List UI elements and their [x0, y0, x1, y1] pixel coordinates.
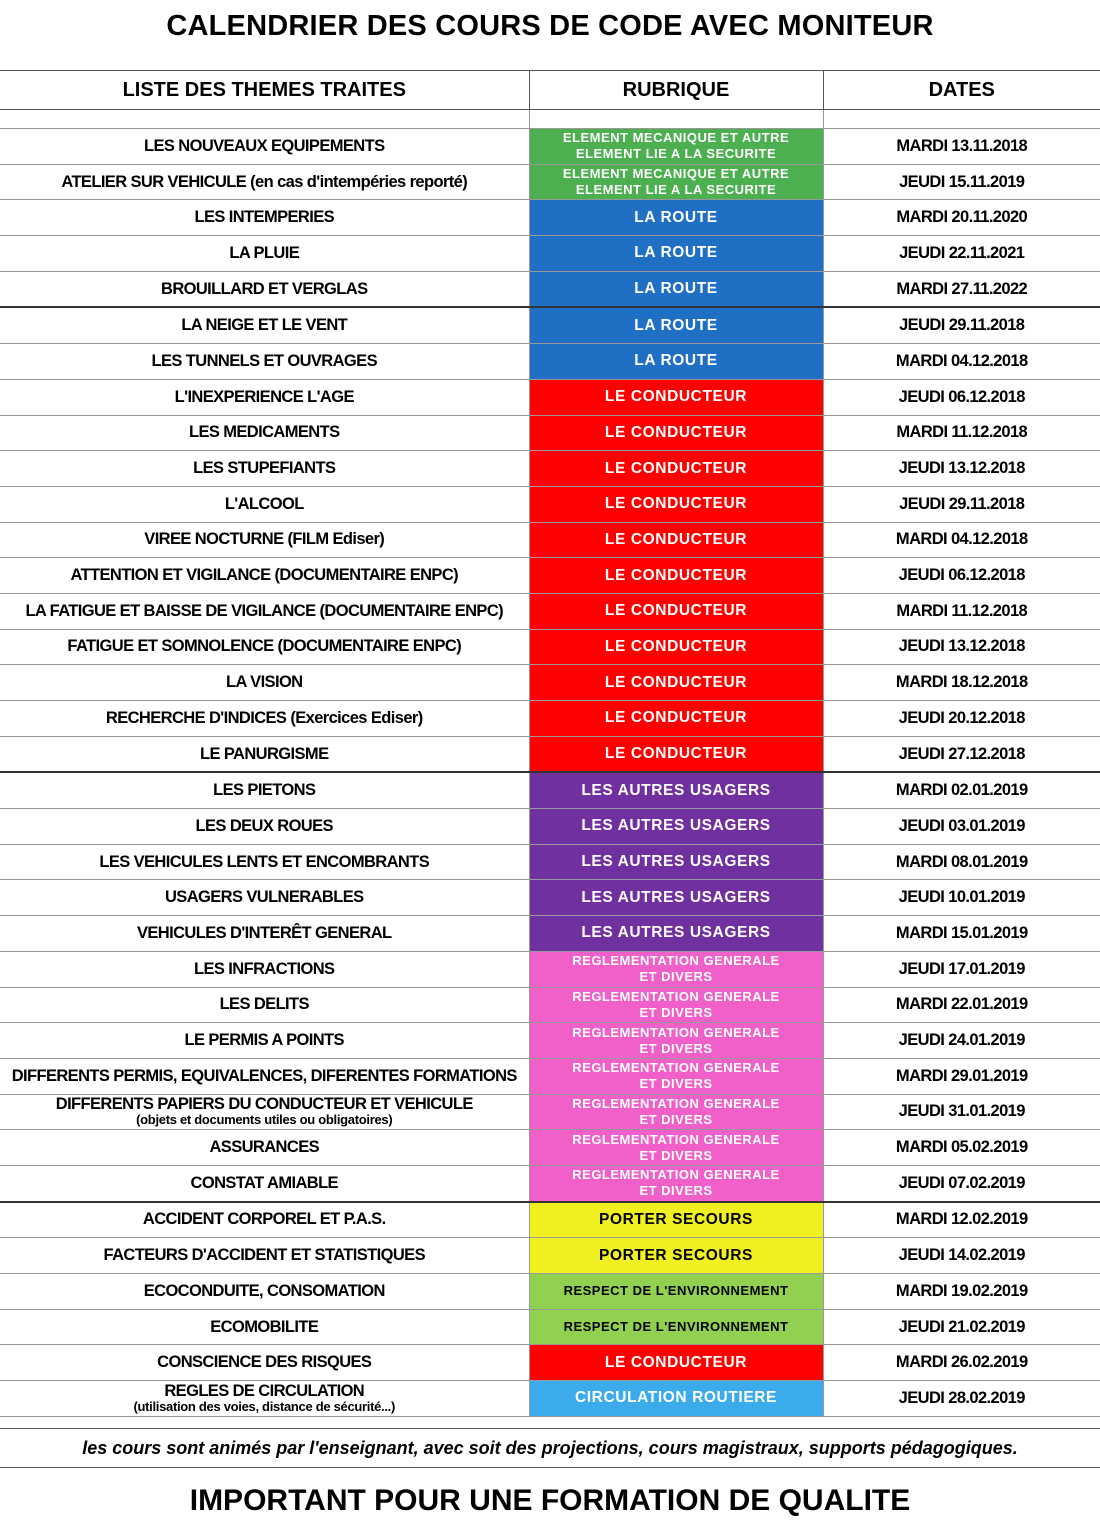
theme-label: CONSTAT AMIABLE — [190, 1173, 338, 1192]
rubrique-label-line2: ET DIVERS — [639, 1147, 713, 1163]
theme-cell — [0, 200, 529, 236]
theme-label: LES TUNNELS ET OUVRAGES — [151, 351, 377, 370]
theme-label: LES MEDICAMENTS — [188, 423, 340, 442]
rubrique-cell — [529, 772, 823, 808]
rubrique-cell — [529, 522, 823, 558]
rubrique-cell — [529, 236, 823, 272]
date-cell: MARDI 08.01.2019 — [823, 844, 1100, 880]
rubrique-cell — [529, 558, 823, 594]
theme-cell — [0, 451, 529, 487]
rubrique-cell — [529, 307, 823, 343]
table-row — [0, 951, 1100, 987]
theme-cell — [0, 271, 529, 307]
theme-cell — [0, 344, 529, 380]
theme-cell — [0, 522, 529, 558]
theme-cell — [0, 844, 529, 880]
theme-cell — [0, 736, 529, 772]
theme-cell — [0, 772, 529, 808]
theme-sublabel: (utilisation des voies, distance de sécurité...) — [133, 1398, 396, 1414]
theme-cell — [0, 629, 529, 665]
theme-label: LA NEIGE ET LE VENT — [181, 316, 348, 335]
table-row — [0, 522, 1100, 558]
theme-label: LES INTEMPERIES — [194, 208, 335, 227]
date-cell: MARDI 11.12.2018 — [823, 593, 1100, 629]
rubrique-label: REGLEMENTATION GENERALE — [572, 988, 780, 1004]
theme-label: ATTENTION ET VIGILANCE (DOCUMENTAIRE ENPC) — [70, 566, 459, 585]
date-cell: JEUDI 29.11.2018 — [823, 486, 1100, 522]
rubrique-cell — [529, 1381, 823, 1417]
theme-cell — [0, 486, 529, 522]
date-cell: JEUDI 03.01.2019 — [823, 809, 1100, 845]
rubrique-cell — [529, 629, 823, 665]
rubrique-label-line2: ET DIVERS — [639, 1111, 713, 1127]
table-row — [0, 164, 1100, 200]
theme-cell — [0, 809, 529, 845]
rubrique-label-line2: ELEMENT LIE A LA SECURITE — [575, 146, 777, 162]
rubrique-label: LE CONDUCTEUR — [604, 745, 748, 763]
date-cell: JEUDI 06.12.2018 — [823, 379, 1100, 415]
rubrique-label: LE CONDUCTEUR — [604, 423, 748, 441]
theme-label: LES DEUX ROUES — [195, 816, 333, 835]
date-cell: JEUDI 29.11.2018 — [823, 307, 1100, 343]
theme-cell — [0, 665, 529, 701]
spacer-row — [0, 110, 1100, 129]
date-cell: MARDI 26.02.2019 — [823, 1345, 1100, 1381]
theme-cell — [0, 880, 529, 916]
rubrique-cell — [529, 701, 823, 737]
theme-cell — [0, 379, 529, 415]
table-row — [0, 486, 1100, 522]
rubrique-label: ELEMENT MECANIQUE ET AUTRE — [562, 166, 790, 182]
rubrique-label: LE CONDUCTEUR — [604, 1353, 748, 1371]
table-row — [0, 344, 1100, 380]
table-row — [0, 1130, 1100, 1166]
theme-cell — [0, 307, 529, 343]
date-cell: MARDI 02.01.2019 — [823, 772, 1100, 808]
theme-cell — [0, 1238, 529, 1274]
theme-cell — [0, 916, 529, 952]
theme-label: L'INEXPERIENCE L'AGE — [174, 387, 354, 406]
rubrique-label: CIRCULATION ROUTIERE — [574, 1389, 777, 1407]
rubrique-label: LE CONDUCTEUR — [604, 459, 748, 477]
rubrique-label: REGLEMENTATION GENERALE — [572, 1167, 780, 1183]
theme-label: LA VISION — [226, 673, 303, 692]
theme-label: REGLES DE CIRCULATION — [164, 1381, 365, 1400]
theme-label: LES PIETONS — [213, 781, 316, 800]
rubrique-label: REGLEMENTATION GENERALE — [572, 1131, 780, 1147]
rubrique-label: LES AUTRES USAGERS — [581, 888, 771, 906]
rubrique-label-line2: ET DIVERS — [639, 1183, 713, 1199]
theme-label: DIFFERENTS PERMIS, EQUIVALENCES, DIFERENTES FORMATIONS — [11, 1066, 517, 1085]
theme-label: LES NOUVEAUX EQUIPEMENTS — [144, 136, 385, 155]
theme-cell — [0, 1130, 529, 1166]
date-cell: JEUDI 20.12.2018 — [823, 701, 1100, 737]
rubrique-cell — [529, 1094, 823, 1130]
theme-label: ECOMOBILITE — [210, 1317, 319, 1336]
table-row — [0, 1165, 1100, 1201]
theme-label: LES VEHICULES LENTS ET ENCOMBRANTS — [99, 852, 430, 871]
table-body — [0, 110, 1100, 1417]
date-cell: MARDI 29.01.2019 — [823, 1058, 1100, 1094]
rubrique-label-line2: ET DIVERS — [639, 1040, 713, 1056]
rubrique-cell — [529, 916, 823, 952]
rubrique-cell — [529, 344, 823, 380]
theme-cell — [0, 236, 529, 272]
rubrique-label: LA ROUTE — [634, 208, 718, 226]
rubrique-cell — [529, 809, 823, 845]
table-row — [0, 701, 1100, 737]
theme-label: LES DELITS — [219, 995, 309, 1014]
rubrique-label: PORTER SECOURS — [599, 1210, 753, 1228]
date-cell: JEUDI 10.01.2019 — [823, 880, 1100, 916]
rubrique-label: LA ROUTE — [634, 352, 718, 370]
rubrique-label: LA ROUTE — [634, 316, 718, 334]
page-title: CALENDRIER DES COURS DE CODE AVEC MONITEUR — [166, 10, 934, 42]
theme-cell — [0, 558, 529, 594]
table-row — [0, 558, 1100, 594]
rubrique-label: PORTER SECOURS — [599, 1246, 753, 1264]
table-row — [0, 379, 1100, 415]
table-row — [0, 844, 1100, 880]
date-cell: MARDI 18.12.2018 — [823, 665, 1100, 701]
rubrique-cell — [529, 880, 823, 916]
table-row — [0, 629, 1100, 665]
rubrique-label: RESPECT DE L'ENVIRONNEMENT — [563, 1319, 789, 1335]
theme-label: VIREE NOCTURNE (FILM Ediser) — [144, 530, 385, 549]
rubrique-cell — [529, 951, 823, 987]
rubrique-cell — [529, 1309, 823, 1345]
table-row — [0, 593, 1100, 629]
rubrique-label: LA ROUTE — [634, 280, 718, 298]
date-cell: JEUDI 17.01.2019 — [823, 951, 1100, 987]
theme-label: LES INFRACTIONS — [194, 959, 335, 978]
spacer-cell — [529, 110, 823, 129]
theme-cell — [0, 1094, 529, 1130]
spacer-cell — [0, 110, 529, 129]
rubrique-cell — [529, 415, 823, 451]
date-cell: JEUDI 31.01.2019 — [823, 1094, 1100, 1130]
table-row — [0, 1309, 1100, 1345]
date-cell: MARDI 05.02.2019 — [823, 1130, 1100, 1166]
table-row — [0, 129, 1100, 165]
rubrique-cell — [529, 1345, 823, 1381]
theme-label: FATIGUE ET SOMNOLENCE (DOCUMENTAIRE ENPC) — [67, 637, 462, 656]
date-cell: JEUDI 07.02.2019 — [823, 1165, 1100, 1201]
theme-cell — [0, 1345, 529, 1381]
table-row — [0, 916, 1100, 952]
theme-cell — [0, 593, 529, 629]
rubrique-label: RESPECT DE L'ENVIRONNEMENT — [563, 1283, 789, 1299]
rubrique-label: LE CONDUCTEUR — [604, 637, 748, 655]
table-row — [0, 415, 1100, 451]
theme-label: LES STUPEFIANTS — [193, 459, 336, 478]
theme-cell — [0, 1202, 529, 1238]
header-rubrique: RUBRIQUE — [529, 71, 823, 110]
theme-cell — [0, 1058, 529, 1094]
rubrique-label: ELEMENT MECANIQUE ET AUTRE — [562, 130, 790, 146]
table-row — [0, 987, 1100, 1023]
rubrique-cell — [529, 1130, 823, 1166]
rubrique-label: LA ROUTE — [634, 244, 718, 262]
table-row — [0, 307, 1100, 343]
date-cell: MARDI 27.11.2022 — [823, 271, 1100, 307]
date-cell: MARDI 13.11.2018 — [823, 129, 1100, 165]
rubrique-label: LE CONDUCTEUR — [604, 602, 748, 620]
theme-cell — [0, 1165, 529, 1201]
theme-label: BROUILLARD ET VERGLAS — [161, 279, 368, 298]
table-row — [0, 1094, 1100, 1130]
theme-label: LA FATIGUE ET BAISSE DE VIGILANCE (DOCUMENTAIRE ENPC) — [25, 601, 504, 620]
rubrique-label: LE CONDUCTEUR — [604, 388, 748, 406]
date-cell: JEUDI 15.11.2019 — [823, 164, 1100, 200]
calendar-table — [0, 70, 1100, 1417]
rubrique-cell — [529, 1274, 823, 1310]
table-row — [0, 665, 1100, 701]
table-row — [0, 1345, 1100, 1381]
rubrique-cell — [529, 593, 823, 629]
rubrique-label: LE CONDUCTEUR — [604, 495, 748, 513]
rubrique-label: LE CONDUCTEUR — [604, 530, 748, 548]
theme-cell — [0, 951, 529, 987]
table-row — [0, 1381, 1100, 1417]
rubrique-label: LES AUTRES USAGERS — [581, 781, 771, 799]
date-cell: JEUDI 13.12.2018 — [823, 629, 1100, 665]
date-cell: JEUDI 27.12.2018 — [823, 736, 1100, 772]
rubrique-label: REGLEMENTATION GENERALE — [572, 953, 780, 969]
theme-cell — [0, 164, 529, 200]
rubrique-label: REGLEMENTATION GENERALE — [572, 1060, 780, 1076]
rubrique-cell — [529, 1202, 823, 1238]
theme-cell — [0, 415, 529, 451]
rubrique-cell — [529, 1238, 823, 1274]
theme-cell — [0, 1274, 529, 1310]
date-cell: JEUDI 22.11.2021 — [823, 236, 1100, 272]
note-text: les cours sont animés par l'enseignant, avec soit des projections, cours magistraux, supports pédagogiques. — [0, 1428, 1100, 1468]
table-header-row — [0, 71, 1100, 110]
rubrique-label-line2: ELEMENT LIE A LA SECURITE — [575, 182, 777, 198]
rubrique-cell — [529, 486, 823, 522]
footer-heading: IMPORTANT POUR UNE FORMATION DE QUALITE — [189, 1484, 911, 1517]
header-theme: LISTE DES THEMES TRAITES — [0, 71, 529, 110]
rubrique-cell — [529, 665, 823, 701]
date-cell: JEUDI 06.12.2018 — [823, 558, 1100, 594]
rubrique-cell — [529, 736, 823, 772]
rubrique-cell — [529, 987, 823, 1023]
table-row — [0, 1274, 1100, 1310]
date-cell: MARDI 15.01.2019 — [823, 916, 1100, 952]
theme-sublabel: (objets et documents utiles ou obligatoires) — [136, 1112, 393, 1128]
date-cell: MARDI 04.12.2018 — [823, 344, 1100, 380]
date-cell: MARDI 12.02.2019 — [823, 1202, 1100, 1238]
table-row — [0, 200, 1100, 236]
rubrique-label: LE CONDUCTEUR — [604, 566, 748, 584]
theme-label: ACCIDENT CORPOREL ET P.A.S. — [142, 1210, 386, 1229]
theme-cell — [0, 1023, 529, 1059]
theme-label: ASSURANCES — [209, 1138, 320, 1157]
spacer-cell — [823, 110, 1100, 129]
table-row — [0, 736, 1100, 772]
theme-label: VEHICULES D'INTERÊT GENERAL — [137, 923, 392, 942]
rubrique-label: LES AUTRES USAGERS — [581, 924, 771, 942]
theme-label: L'ALCOOL — [224, 494, 304, 513]
table-row — [0, 451, 1100, 487]
theme-label: RECHERCHE D'INDICES (Exercices Ediser) — [105, 708, 423, 727]
theme-label: LE PANURGISME — [200, 744, 329, 763]
theme-label: ECOCONDUITE, CONSOMATION — [143, 1281, 385, 1300]
rubrique-label: LES AUTRES USAGERS — [581, 817, 771, 835]
theme-label: USAGERS VULNERABLES — [164, 888, 364, 907]
table-row — [0, 1238, 1100, 1274]
rubrique-cell — [529, 164, 823, 200]
rubrique-label: LE CONDUCTEUR — [604, 673, 748, 691]
date-cell: MARDI 20.11.2020 — [823, 200, 1100, 236]
rubrique-cell — [529, 271, 823, 307]
theme-cell — [0, 1381, 529, 1417]
theme-label: ATELIER SUR VEHICULE (en cas d'intempéries reporté) — [61, 172, 468, 191]
rubrique-cell — [529, 844, 823, 880]
date-cell: MARDI 22.01.2019 — [823, 987, 1100, 1023]
date-cell: JEUDI 28.02.2019 — [823, 1381, 1100, 1417]
date-cell: JEUDI 21.02.2019 — [823, 1309, 1100, 1345]
date-cell: JEUDI 14.02.2019 — [823, 1238, 1100, 1274]
theme-cell — [0, 129, 529, 165]
rubrique-label-line2: ET DIVERS — [639, 969, 713, 985]
rubrique-label: LE CONDUCTEUR — [604, 709, 748, 727]
date-cell: JEUDI 13.12.2018 — [823, 451, 1100, 487]
rubrique-label-line2: ET DIVERS — [639, 1076, 713, 1092]
date-cell: JEUDI 24.01.2019 — [823, 1023, 1100, 1059]
header-dates: DATES — [823, 71, 1100, 110]
rubrique-label-line2: ET DIVERS — [639, 1004, 713, 1020]
table-row — [0, 271, 1100, 307]
theme-cell — [0, 987, 529, 1023]
table-row — [0, 236, 1100, 272]
theme-label: CONSCIENCE DES RISQUES — [157, 1353, 372, 1372]
rubrique-cell — [529, 129, 823, 165]
table-row — [0, 1202, 1100, 1238]
rubrique-cell — [529, 1023, 823, 1059]
table-row — [0, 772, 1100, 808]
rubrique-cell — [529, 1058, 823, 1094]
rubrique-cell — [529, 379, 823, 415]
theme-cell — [0, 1309, 529, 1345]
date-cell: MARDI 19.02.2019 — [823, 1274, 1100, 1310]
theme-label: LA PLUIE — [229, 243, 300, 262]
table-row — [0, 809, 1100, 845]
table-row — [0, 1058, 1100, 1094]
table-row — [0, 880, 1100, 916]
rubrique-cell — [529, 1165, 823, 1201]
theme-label: LE PERMIS A POINTS — [184, 1031, 344, 1050]
rubrique-cell — [529, 451, 823, 487]
theme-label: FACTEURS D'ACCIDENT ET STATISTIQUES — [103, 1246, 425, 1265]
rubrique-label: LES AUTRES USAGERS — [581, 853, 771, 871]
date-cell: MARDI 11.12.2018 — [823, 415, 1100, 451]
rubrique-label: REGLEMENTATION GENERALE — [572, 1024, 780, 1040]
rubrique-label: REGLEMENTATION GENERALE — [572, 1095, 780, 1111]
theme-cell — [0, 701, 529, 737]
date-cell: MARDI 04.12.2018 — [823, 522, 1100, 558]
table-row — [0, 1023, 1100, 1059]
theme-label: DIFFERENTS PAPIERS DU CONDUCTEUR ET VEHICULE — [55, 1095, 473, 1114]
rubrique-cell — [529, 200, 823, 236]
